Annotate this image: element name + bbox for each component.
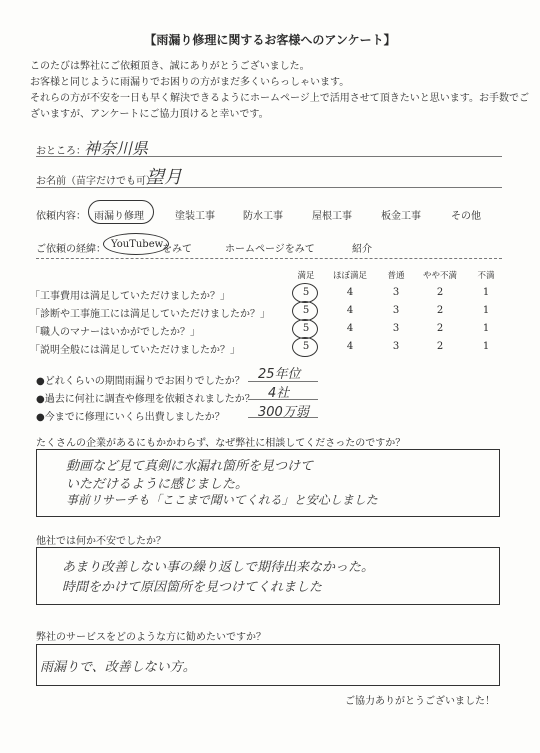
scale-label-1: 不満 [477, 271, 495, 281]
request-option-sheetmetal[interactable]: 板金工事 [381, 211, 421, 222]
scale-label-3: 普通 [387, 271, 405, 281]
request-option-leak[interactable]: 雨漏り修理 [94, 211, 144, 222]
intro-line-1: このたびは弊社にご依頼頂き、誠にありがとうございました。 [30, 61, 310, 72]
name-value[interactable]: 望月 [146, 167, 182, 188]
source-option-youtube[interactable]: をみて [162, 244, 192, 255]
q3-question: 弊社のサービスをどのような方に勧めたいですか？ [36, 632, 266, 643]
rating-value-5[interactable]: 5 [302, 305, 310, 316]
rating-value-1[interactable]: 1 [482, 287, 490, 298]
rating-value-2[interactable]: 2 [436, 341, 444, 352]
request-label: 依頼内容： [36, 211, 86, 222]
rating-value-4[interactable]: 4 [346, 323, 354, 334]
source-option-referral[interactable]: 紹介 [352, 244, 372, 255]
q2-answer-line-1: あまり改善しない事の繰り返しで期待出来なかった。 [62, 560, 375, 575]
rating-value-5[interactable]: 5 [302, 287, 310, 298]
rating-question: 「工事費用は満足していただけましたか？」 [30, 291, 230, 302]
bullet-question-duration: ●どれくらいの期間雨漏りでお困りでしたか？ [36, 376, 245, 387]
address-value[interactable]: 神奈川県 [84, 139, 149, 158]
q1-question: たくさんの企業があるにもかかわらず、なぜ弊社に相談してくださったのですか？ [36, 438, 406, 449]
q3-answer-line-1: 雨漏りで、改善しない方。 [40, 660, 196, 675]
bullet-question-cost: ●今までに修理にいくら出費しましたか？ [36, 412, 225, 423]
rating-value-4[interactable]: 4 [346, 287, 354, 298]
rating-value-1[interactable]: 1 [482, 305, 490, 316]
q1-answer-line-1: 動画など見て真剣に水漏れ箇所を見つけて [66, 459, 314, 474]
bullet-answer-duration[interactable]: 25年位 [258, 367, 301, 382]
rating-value-4[interactable]: 4 [346, 341, 354, 352]
rating-value-3[interactable]: 3 [392, 305, 400, 316]
source-written: YouTubew [111, 239, 164, 250]
rating-value-2[interactable]: 2 [436, 305, 444, 316]
rating-value-5[interactable]: 5 [302, 341, 310, 352]
rating-value-4[interactable]: 4 [346, 305, 354, 316]
intro-line-4: ざいますが、アンケートにご協力頂けると幸いです。 [30, 109, 269, 120]
rating-question: 「説明全般には満足していただけましたか？」 [30, 345, 240, 356]
q1-answer-line-3: 事前リサーチも「ここまで聞いてくれる」と安心しました [66, 493, 378, 507]
scale-label-2: やや不満 [422, 271, 457, 281]
source-option-homepage[interactable]: ホームページをみて [225, 244, 315, 255]
rating-value-2[interactable]: 2 [436, 287, 444, 298]
rating-value-3[interactable]: 3 [392, 323, 400, 334]
request-option-waterproof[interactable]: 防水工事 [243, 211, 283, 222]
rating-value-3[interactable]: 3 [392, 341, 400, 352]
request-option-roof[interactable]: 屋根工事 [312, 211, 352, 222]
request-option-paint[interactable]: 塗装工事 [175, 211, 215, 222]
name-label: お名前（苗字だけでも可） [36, 176, 156, 187]
request-option-other[interactable]: その他 [451, 211, 481, 222]
rating-value-2[interactable]: 2 [436, 323, 444, 334]
scale-label-4: ほぼ満足 [332, 271, 367, 281]
source-label: ご依頼の経緯： [36, 244, 106, 255]
address-label: おところ： [36, 146, 86, 157]
intro-line-2: お客様と同じように雨漏りでお困りの方がまだ多くいらっしゃいます。 [30, 77, 350, 88]
rating-value-1[interactable]: 1 [482, 323, 490, 334]
q1-answer-line-2: いただけるように感じました。 [66, 477, 249, 492]
scale-label-5: 満足 [297, 271, 315, 281]
rating-question: 「診断や工事施工には満足していただけましたか？」 [30, 309, 270, 320]
bullet-answer-companies[interactable]: 4社 [268, 386, 290, 401]
q2-answer-line-2: 時間をかけて原因箇所を見つけてくれました [62, 580, 323, 595]
survey-title: 【雨漏り修理に関するお客様へのアンケート】 [144, 33, 396, 47]
rating-value-1[interactable]: 1 [482, 341, 490, 352]
rating-value-5[interactable]: 5 [302, 323, 310, 334]
q2-question: 他社では何か不安でしたか？ [36, 536, 166, 547]
rating-value-3[interactable]: 3 [392, 287, 400, 298]
bullet-question-companies: ●過去に何社に調査や修理を依頼されましたか？ [36, 394, 255, 405]
rating-question: 「職人のマナーはいかがでしたか？」 [30, 327, 200, 338]
intro-line-3: それらの方が不安を一日も早く解決できるようにホームページ上で活用させて頂きたいと思います。お手数でご [30, 93, 529, 104]
thanks-message: ご協力ありがとうございました！ [345, 696, 495, 707]
bullet-answer-cost[interactable]: 300万弱 [258, 405, 309, 420]
